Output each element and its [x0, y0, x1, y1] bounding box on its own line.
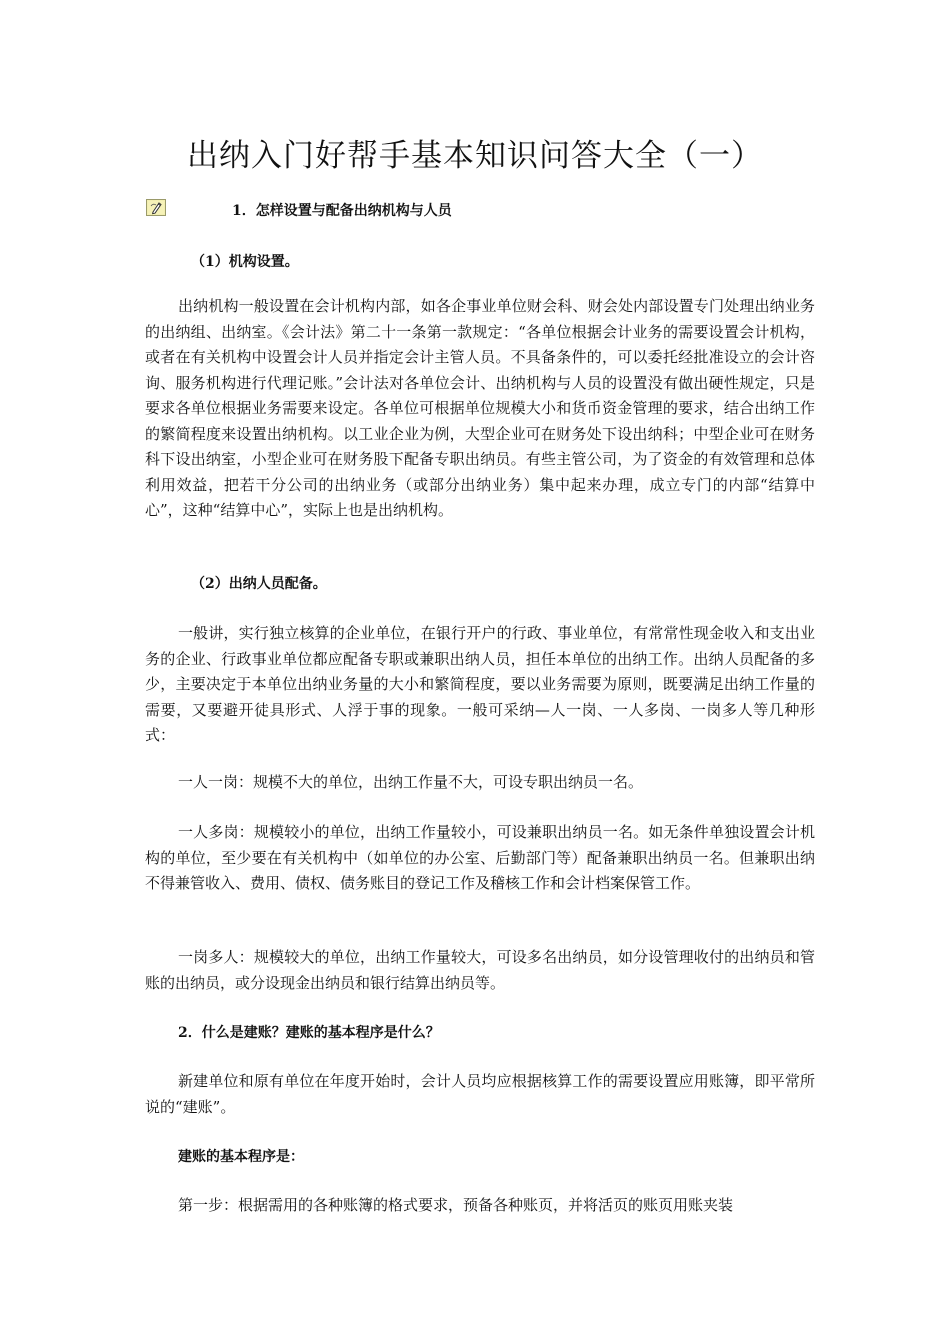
document-title: 出纳入门好帮手基本知识问答大全（一） [187, 138, 763, 174]
q1-subheading-staff: （2）出纳人员配备。 [191, 576, 327, 592]
q1-paragraph-one-person-multi-post: 一人多岗：规模较小的单位，出纳工作量较小，可设兼职出纳员一名。如无条件单独设置会计机构的单位，至少要在有关机构中（如单位的办公室、后勤部门等）配备兼职出纳员一名。但兼职出纳不得兼管收入、费用、债权、债务账目的登记工作及稽核工作和会计档案保管工作。 [145, 823, 815, 892]
q1-heading: 1．怎样设置与配备出纳机构与人员 [232, 203, 452, 219]
q1-paragraph-one-person-one-post: 一人一岗：规模不大的单位，出纳工作量不大，可设专职出纳员一名。 [178, 773, 644, 791]
note-icon[interactable] [146, 199, 166, 216]
q1-paragraph-staff: 一般讲，实行独立核算的企业单位，在银行开户的行政、事业单位，有常常性现金收入和支出业务的企业、行政事业单位都应配备专职或兼职出纳人员，担任本单位的出纳工作。出纳人员配备的多少，主要决定于本单位出纳业务量的大小和繁简程度，要以业务需要为原则，既要满足出纳工作量的需要，又要避开徒具形式、人浮于事的现象。一般可采纳—人一岗、一人多岗、一岗多人等几种形式： [145, 624, 815, 744]
q2-heading: 2．什么是建账？建账的基本程序是什么？ [178, 1025, 440, 1041]
q2-subheading-procedure: 建账的基本程序是： [178, 1149, 304, 1165]
q1-paragraph-org: 出纳机构一般设置在会计机构内部，如各企事业单位财会科、财会处内部设置专门处理出纳业务的出纳组、出纳室。《会计法》第二十一条第一款规定：“各单位根据会计业务的需要设置会计机构，或者在有关机构中设置会计人员并指定会计主管人员。不具备条件的，可以委托经批准设立的会计咨询、服务机构进行代理记账。”会计法对各单位会计、出纳机构与人员的设置没有做出硬性规定，只是要求各单位根据业务需要来设定。各单位可根据单位规模大小和货币资金管理的要求，结合出纳工作的繁简程度来设置出纳机构。以工业企业为例，大型企业可在财务处下设出纳科；中型企业可在财务科下设出纳室，小型企业可在财务股下配备专职出纳员。有些主管公司，为了资金的有效管理和总体利用效益，把若干分公司的出纳业务（或部分出纳业务）集中起来办理，成立专门的内部“结算中心”，这种“结算中心”，实际上也是出纳机构。 [145, 297, 815, 519]
q1-paragraph-one-post-multi-person: 一岗多人：规模较大的单位，出纳工作量较大，可设多名出纳员，如分设管理收付的出纳员和管账的出纳员，或分设现金出纳员和银行结算出纳员等。 [145, 948, 815, 992]
q1-subheading-org: （1）机构设置。 [191, 254, 299, 270]
q2-paragraph-step1: 第一步：根据需用的各种账簿的格式要求，预备各种账页，并将活页的账页用账夹装 [178, 1196, 734, 1214]
q2-paragraph-intro: 新建单位和原有单位在年度开始时，会计人员均应根据核算工作的需要设置应用账簿，即平常所说的“建账”。 [145, 1072, 815, 1116]
